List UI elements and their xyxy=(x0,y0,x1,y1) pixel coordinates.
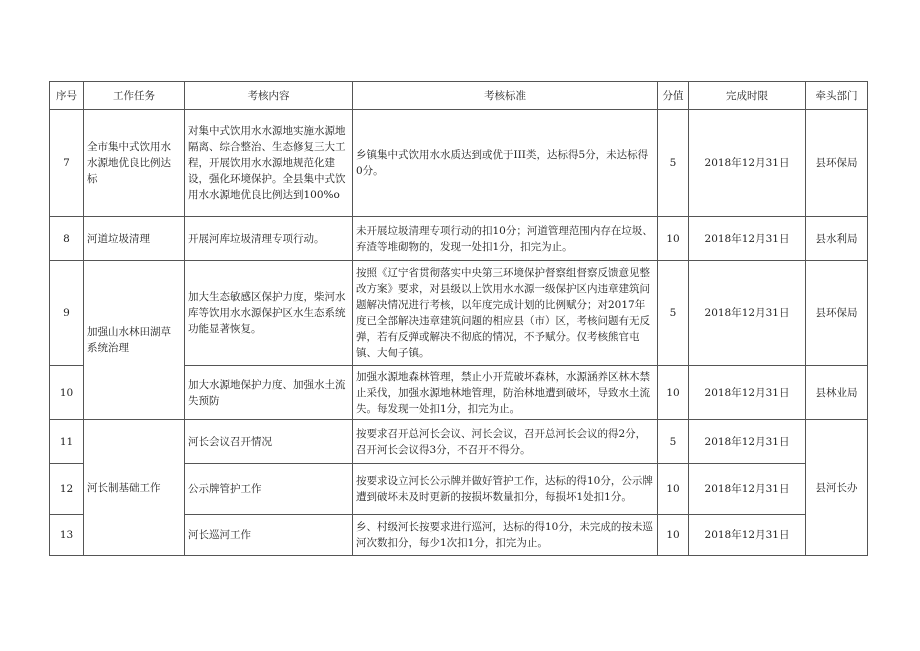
header-content: 考核内容 xyxy=(185,82,353,110)
cell-content: 开展河库垃圾清理专项行动。 xyxy=(185,217,353,261)
cell-score: 5 xyxy=(658,261,689,366)
assessment-table xyxy=(49,81,868,556)
cell-deadline: 2018年12月31日 xyxy=(689,217,806,261)
cell-dept: 县林业局 xyxy=(806,366,868,420)
cell-task: 河道垃圾清理 xyxy=(84,217,185,261)
header-task: 工作任务 xyxy=(84,82,185,110)
table-row xyxy=(50,261,868,366)
table-row xyxy=(50,420,868,464)
cell-standard: 加强水源地森林管理，禁止小开荒破坏森林，水源涵养区林木禁止采伐，加强水源地林地管理，防治林地遭到破坏，导致水土流失。每发现一处扣1分，扣完为止。 xyxy=(353,366,658,420)
cell-content: 河长会议召开情况 xyxy=(185,420,353,464)
cell-dept: 县环保局 xyxy=(806,110,868,217)
header-score: 分值 xyxy=(658,82,689,110)
cell-score: 10 xyxy=(658,217,689,261)
cell-seq: 10 xyxy=(50,366,84,420)
cell-standard: 按要求召开总河长会议、河长会议，召开总河长会议的得2分，召开河长会议得3分，不召开不得分。 xyxy=(353,420,658,464)
cell-content: 公示牌管护工作 xyxy=(185,464,353,515)
header-deadline: 完成时限 xyxy=(689,82,806,110)
cell-task: 加强山水林田湖草系统治理 xyxy=(84,261,185,420)
cell-score: 5 xyxy=(658,420,689,464)
header-dept: 牵头部门 xyxy=(806,82,868,110)
cell-standard: 未开展垃圾清理专项行动的扣10分；河道管理范围内存在垃圾、弃渣等堆砌物的，发现一处扣1分，扣完为止。 xyxy=(353,217,658,261)
table-row xyxy=(50,110,868,217)
header-seq: 序号 xyxy=(50,82,84,110)
cell-standard: 按照《辽宁省贯彻落实中央第三环境保护督察组督察反馈意见整改方案》要求，对县级以上饮用水水源一级保护区内违章建筑问题解决情况进行考核，以年度完成计划的比例赋分；对2017年度已全部解决违章建筑问题的相应县（市）区，考核问题有无反弹，若有反弹或解决不彻底的情况，不予赋分。仅考核熊官屯镇、大甸子镇。 xyxy=(353,261,658,366)
cell-seq: 12 xyxy=(50,464,84,515)
cell-dept: 县环保局 xyxy=(806,261,868,366)
cell-content: 对集中式饮用水水源地实施水源地隔离、综合整治、生态修复三大工程，开展饮用水水源地规范化建设，强化环境保护。全县集中式饮用水水源地优良比例达到100%o xyxy=(185,110,353,217)
table-header-row xyxy=(50,82,868,110)
cell-deadline: 2018年12月31日 xyxy=(689,420,806,464)
cell-task: 河长制基础工作 xyxy=(84,420,185,556)
cell-standard: 按要求设立河长公示牌并做好管护工作，达标的得10分，公示牌遭到破坏未及时更新的按损坏数量扣分，每损坏1处扣1分。 xyxy=(353,464,658,515)
cell-seq: 11 xyxy=(50,420,84,464)
cell-content: 加大水源地保护力度、加强水土流失预防 xyxy=(185,366,353,420)
cell-deadline: 2018年12月31日 xyxy=(689,515,806,556)
cell-deadline: 2018年12月31日 xyxy=(689,366,806,420)
cell-score: 10 xyxy=(658,366,689,420)
cell-dept: 县水利局 xyxy=(806,217,868,261)
cell-seq: 8 xyxy=(50,217,84,261)
table-row xyxy=(50,217,868,261)
cell-standard: 乡、村级河长按要求进行巡河，达标的得10分，未完成的按未巡河次数扣分，每少1次扣1分，扣完为止。 xyxy=(353,515,658,556)
cell-dept: 县河长办 xyxy=(806,420,868,556)
cell-score: 5 xyxy=(658,110,689,217)
cell-standard: 乡镇集中式饮用水水质达到或优于III类，达标得5分，未达标得0分。 xyxy=(353,110,658,217)
cell-content: 加大生态敏感区保护力度，柴河水库等饮用水水源保护区水生态系统功能显著恢复。 xyxy=(185,261,353,366)
cell-score: 10 xyxy=(658,464,689,515)
cell-task: 全市集中式饮用水水源地优良比例达标 xyxy=(84,110,185,217)
cell-seq: 13 xyxy=(50,515,84,556)
cell-deadline: 2018年12月31日 xyxy=(689,464,806,515)
cell-content: 河长巡河工作 xyxy=(185,515,353,556)
cell-deadline: 2018年12月31日 xyxy=(689,110,806,217)
header-standard: 考核标准 xyxy=(353,82,658,110)
cell-score: 10 xyxy=(658,515,689,556)
cell-deadline: 2018年12月31日 xyxy=(689,261,806,366)
cell-seq: 9 xyxy=(50,261,84,366)
cell-seq: 7 xyxy=(50,110,84,217)
